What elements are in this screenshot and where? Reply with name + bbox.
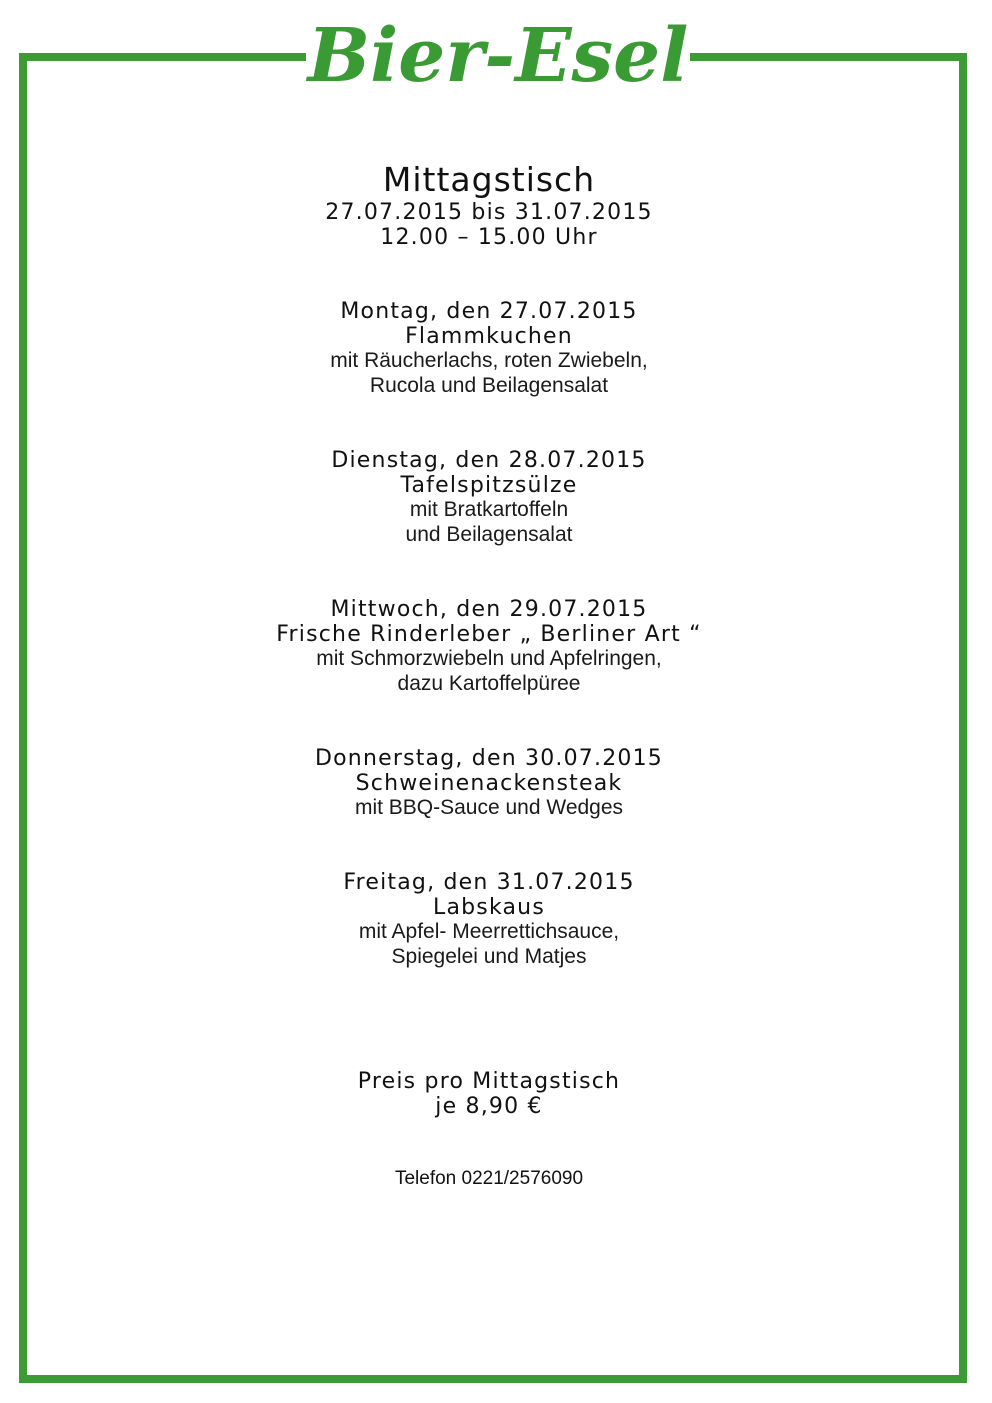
day-heading: Montag, den 27.07.2015 [340,299,638,324]
dish-description: mit Apfel- Meerrettichsauce, [358,920,620,943]
dish-description: dazu Kartoffelpüree [397,672,581,695]
dish-name: Labskaus [432,895,545,920]
dish-description: Rucola und Beilagensalat [369,374,609,397]
dish-description: und Beilagensalat [405,523,573,546]
day-heading: Dienstag, den 28.07.2015 [331,448,647,473]
price-label: Preis pro Mittagstisch [357,1069,621,1094]
dish-description: mit Bratkartoffeln [409,498,569,521]
day-heading: Mittwoch, den 29.07.2015 [330,597,648,622]
dish-description: mit Räucherlachs, roten Zwiebeln, [330,349,648,372]
phone-number: Telefon 0221/2576090 [394,1168,584,1189]
dish-description: mit BBQ-Sauce und Wedges [354,796,624,819]
date-range: 27.07.2015 bis 31.07.2015 [325,200,653,225]
dish-name: Frische Rinderleber „ Berliner Art “ [276,622,702,647]
dish-description: Spiegelei und Matjes [391,945,587,968]
dish-description: mit Schmorzwiebeln und Apfelringen, [316,647,662,670]
dish-name: Schweinenackensteak [355,771,623,796]
page-title: Mittagstisch [382,160,596,199]
dish-name: Flammkuchen [405,324,573,349]
time-range: 12.00 – 15.00 Uhr [380,225,598,250]
day-heading: Freitag, den 31.07.2015 [343,870,635,895]
brand-logo: Bier-Esel [307,13,689,99]
day-heading: Donnerstag, den 30.07.2015 [315,746,663,771]
dish-name: Tafelspitzsülze [400,473,578,498]
price-value: je 8,90 € [435,1094,543,1119]
